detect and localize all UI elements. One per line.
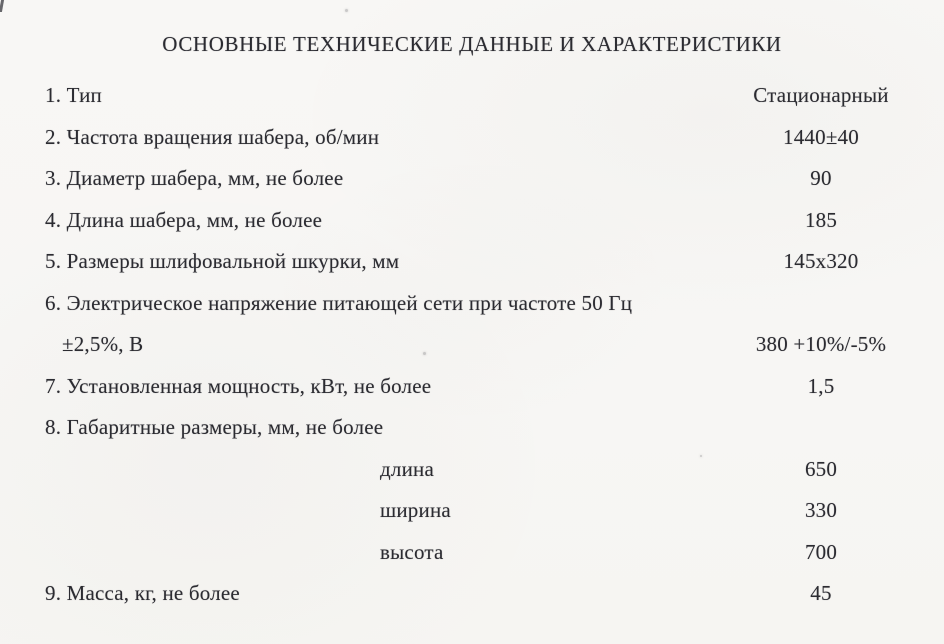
spec-value: 330 xyxy=(804,498,838,522)
scan-speck xyxy=(423,352,426,355)
spec-value: 380 +10%/-5% xyxy=(755,332,887,356)
scan-speck xyxy=(700,455,702,457)
scan-speck xyxy=(345,9,348,12)
spec-value: 1440±40 xyxy=(783,124,859,149)
spec-row xyxy=(0,125,944,167)
spec-value: 1,5 xyxy=(807,373,835,398)
spec-label: 9. Масса, кг, не более xyxy=(45,581,240,605)
spec-value: 650 xyxy=(804,456,838,481)
spec-label: 2. Частота вращения шабера, об/мин xyxy=(45,124,380,149)
spec-value: 185 xyxy=(804,207,838,232)
spec-value: 45 xyxy=(810,581,832,605)
spec-subrow xyxy=(0,540,944,582)
document-title: ОСНОВНЫЕ ТЕХНИЧЕСКИЕ ДАННЫЕ И ХАРАКТЕРИСТИКИ xyxy=(162,32,782,56)
spec-value: 145x320 xyxy=(783,249,859,273)
spec-label: длина xyxy=(380,456,434,481)
spec-value: 90 xyxy=(810,166,832,190)
spec-value: 700 xyxy=(804,539,838,564)
spec-row xyxy=(0,291,944,333)
spec-value: Стационарный xyxy=(753,83,889,107)
spec-row xyxy=(0,581,944,623)
scan-artifact xyxy=(0,0,4,12)
spec-row-continuation xyxy=(0,332,944,374)
spec-label: ±2,5%, В xyxy=(62,332,144,356)
spec-label: высота xyxy=(380,539,444,564)
spec-row xyxy=(0,166,944,208)
spec-row xyxy=(0,249,944,291)
spec-label: 5. Размеры шлифовальной шкурки, мм xyxy=(45,249,400,273)
spec-label: 1. Тип xyxy=(45,83,102,107)
spec-label: 6. Электрическое напряжение питающей сети при частоте 50 Гц xyxy=(45,290,633,315)
spec-subrow xyxy=(0,498,944,540)
spec-label: 3. Диаметр шабера, мм, не более xyxy=(45,166,344,190)
spec-row xyxy=(0,208,944,250)
spec-label: 8. Габаритные размеры, мм, не более xyxy=(45,415,384,439)
spec-list xyxy=(0,83,944,623)
spec-subrow xyxy=(0,457,944,499)
spec-row xyxy=(0,374,944,416)
spec-row xyxy=(0,415,944,457)
spec-label: 7. Установленная мощность, кВт, не более xyxy=(45,373,432,398)
spec-label: ширина xyxy=(380,498,451,522)
spec-label: 4. Длина шабера, мм, не более xyxy=(45,207,323,232)
spec-row xyxy=(0,83,944,125)
